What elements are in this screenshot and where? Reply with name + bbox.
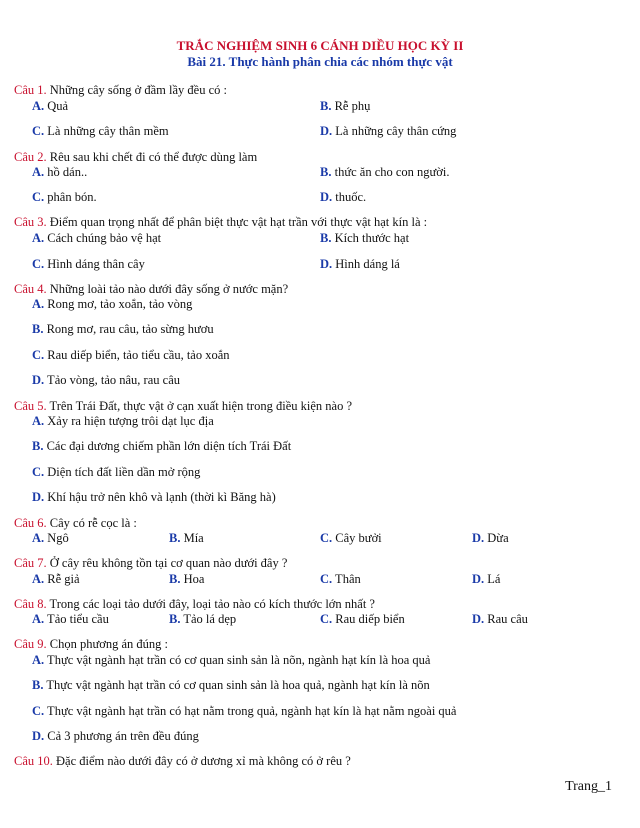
option-1a (32, 99, 68, 114)
question-1 (14, 83, 227, 98)
option-letter: C. (32, 704, 45, 718)
option-text: Rau diếp biển (332, 612, 405, 626)
question-9 (14, 637, 168, 652)
option-8b (169, 612, 236, 627)
document-subtitle: Bài 21. Thực hành phân chia các nhóm thực vật (187, 54, 453, 69)
option-text: Khí hậu trở nên khô và lạnh (thời kì Băng hà) (44, 490, 276, 504)
option-text: Thực vật ngành hạt trần có cơ quan sinh sản là nõn, ngành hạt kín là hoa quả (44, 653, 431, 667)
option-letter: D. (32, 373, 45, 387)
option-text: Kích thước hạt (331, 231, 410, 245)
option-letter: B. (320, 231, 332, 245)
option-letter: B. (169, 531, 181, 545)
question-label: Câu 7. (14, 556, 47, 570)
option-letter: A. (32, 165, 45, 179)
option-2d (320, 190, 366, 205)
option-text: Rễ giả (44, 572, 80, 586)
option-text: Là những cây thân mềm (44, 124, 169, 138)
option-1d (320, 124, 456, 139)
option-letter: A. (32, 653, 45, 667)
question-label: Câu 10. (14, 754, 53, 768)
option-6b (169, 531, 204, 546)
question-label: Câu 2. (14, 150, 47, 164)
option-text: Thân (332, 572, 361, 586)
option-letter: C. (32, 190, 45, 204)
option-letter: C. (32, 348, 45, 362)
option-8d (472, 612, 528, 627)
option-6a (32, 531, 69, 546)
option-letter: C. (32, 257, 45, 271)
option-text: Rau diếp biển, tảo tiểu cầu, tảo xoắn (44, 348, 230, 362)
option-text: Xảy ra hiện tượng trôi dạt lục địa (44, 414, 214, 428)
option-letter: B. (32, 439, 44, 453)
question-6 (14, 516, 137, 531)
question-label: Câu 3. (14, 215, 47, 229)
option-8a (32, 612, 109, 627)
option-letter: D. (32, 729, 45, 743)
option-7d (472, 572, 500, 587)
option-text: Quả (44, 99, 69, 113)
option-6d (472, 531, 509, 546)
option-letter: C. (320, 531, 333, 545)
option-5d (32, 490, 276, 505)
option-8c (320, 612, 405, 627)
question-5 (14, 399, 352, 414)
option-text: Cây bưởi (332, 531, 382, 545)
option-letter: A. (32, 297, 45, 311)
option-letter: D. (32, 490, 45, 504)
question-text: Trong các loại tảo dưới đây, loại tảo nào có kích thước lớn nhất ? (46, 597, 375, 611)
option-text: thuốc. (332, 190, 367, 204)
option-letter: C. (320, 612, 333, 626)
question-text: Điểm quan trọng nhất để phân biệt thực vật hạt trần với thực vật hạt kín là : (46, 215, 428, 229)
question-10 (14, 754, 351, 769)
option-letter: A. (32, 531, 45, 545)
option-text: Ngô (44, 531, 69, 545)
option-text: Thực vật ngành hạt trần có hạt nằm trong quả, ngành hạt kín là hạt nằm ngoài quả (44, 704, 457, 718)
option-4d (32, 373, 180, 388)
option-letter: D. (320, 190, 333, 204)
option-7b (169, 572, 204, 587)
option-text: Tảo lá dẹp (180, 612, 237, 626)
option-5a (32, 414, 214, 429)
option-letter: A. (32, 99, 45, 113)
option-letter: D. (472, 572, 485, 586)
page-number: Trang_1 (565, 779, 612, 794)
question-label: Câu 8. (14, 597, 47, 611)
option-letter: C. (32, 465, 45, 479)
question-text: Trên Trái Đất, thực vật ở cạn xuất hiện trong điều kiện nào ? (46, 399, 352, 413)
option-9a (32, 653, 430, 668)
option-letter: A. (32, 231, 45, 245)
option-text: thức ăn cho con người. (331, 165, 450, 179)
option-letter: D. (472, 612, 485, 626)
option-1b (320, 99, 370, 114)
option-text: Mía (180, 531, 204, 545)
option-letter: A. (32, 414, 45, 428)
question-text: Những cây sống ở đầm lầy đều có : (46, 83, 227, 97)
option-text: Tảo vòng, tảo nâu, rau câu (44, 373, 180, 387)
option-2b (320, 165, 450, 180)
option-letter: D. (472, 531, 485, 545)
option-text: hồ dán.. (44, 165, 88, 179)
question-label: Câu 9. (14, 637, 47, 651)
question-label: Câu 5. (14, 399, 47, 413)
option-letter: B. (169, 612, 181, 626)
question-7 (14, 556, 287, 571)
option-letter: B. (320, 99, 332, 113)
option-4b (32, 322, 214, 337)
option-letter: B. (320, 165, 332, 179)
document-title: TRẮC NGHIỆM SINH 6 CÁNH DIỀU HỌC KỲ II (176, 38, 464, 53)
question-2 (14, 150, 257, 165)
question-label: Câu 1. (14, 83, 47, 97)
option-2a (32, 165, 87, 180)
option-3a (32, 231, 161, 246)
option-text: Rau câu (484, 612, 528, 626)
option-letter: B. (32, 678, 44, 692)
option-text: phân bón. (44, 190, 97, 204)
question-text: Chọn phương án đúng : (46, 637, 169, 651)
option-text: Rong mơ, tảo xoắn, tảo vòng (44, 297, 193, 311)
option-text: Các đại dương chiếm phần lớn diện tích Trái Đất (43, 439, 292, 453)
option-text: Là những cây thân cứng (332, 124, 457, 138)
question-label: Câu 4. (14, 282, 47, 296)
option-4c (32, 348, 230, 363)
option-letter: C. (320, 572, 333, 586)
option-letter: B. (169, 572, 181, 586)
question-text: Rêu sau khi chết đi có thể được dùng làm (46, 150, 258, 164)
question-text: Đặc điểm nào dưới đây có ở dương xỉ mà không có ở rêu ? (52, 754, 351, 768)
option-7a (32, 572, 80, 587)
question-label: Câu 6. (14, 516, 47, 530)
question-4 (14, 282, 288, 297)
option-5b (32, 439, 291, 454)
option-letter: A. (32, 572, 45, 586)
question-text: Cây có rễ cọc là : (46, 516, 137, 530)
question-text: Những loài tảo nào dưới đây sống ở nước mặn? (46, 282, 289, 296)
option-text: Rong mơ, rau câu, tảo sừng hươu (43, 322, 214, 336)
option-text: Cả 3 phương án trên đều đúng (44, 729, 199, 743)
option-letter: D. (320, 124, 333, 138)
option-text: Cách chúng bảo vệ hạt (44, 231, 162, 245)
option-text: Hình dáng lá (332, 257, 400, 271)
question-text: Ở cây rêu không tồn tại cơ quan nào dưới đây ? (46, 556, 288, 570)
option-letter: B. (32, 322, 44, 336)
option-9d (32, 729, 199, 744)
option-text: Tảo tiểu cầu (44, 612, 109, 626)
option-3d (320, 257, 400, 272)
option-text: Hình dáng thân cây (44, 257, 145, 271)
option-letter: A. (32, 612, 45, 626)
option-9c (32, 704, 457, 719)
option-2c (32, 190, 97, 205)
option-9b (32, 678, 430, 693)
question-8 (14, 597, 375, 612)
option-text: Thực vật ngành hạt trần có cơ quan sinh sản là hoa quả, ngành hạt kín là nõn (43, 678, 430, 692)
option-3b (320, 231, 409, 246)
option-text: Lá (484, 572, 501, 586)
option-text: Hoa (180, 572, 205, 586)
question-3 (14, 215, 427, 230)
option-text: Diện tích đất liền dần mở rộng (44, 465, 201, 479)
option-4a (32, 297, 192, 312)
option-3c (32, 257, 145, 272)
option-letter: D. (320, 257, 333, 271)
option-text: Dừa (484, 531, 509, 545)
option-1c (32, 124, 169, 139)
option-6c (320, 531, 382, 546)
option-7c (320, 572, 361, 587)
option-text: Rễ phụ (331, 99, 371, 113)
option-5c (32, 465, 200, 480)
option-letter: C. (32, 124, 45, 138)
